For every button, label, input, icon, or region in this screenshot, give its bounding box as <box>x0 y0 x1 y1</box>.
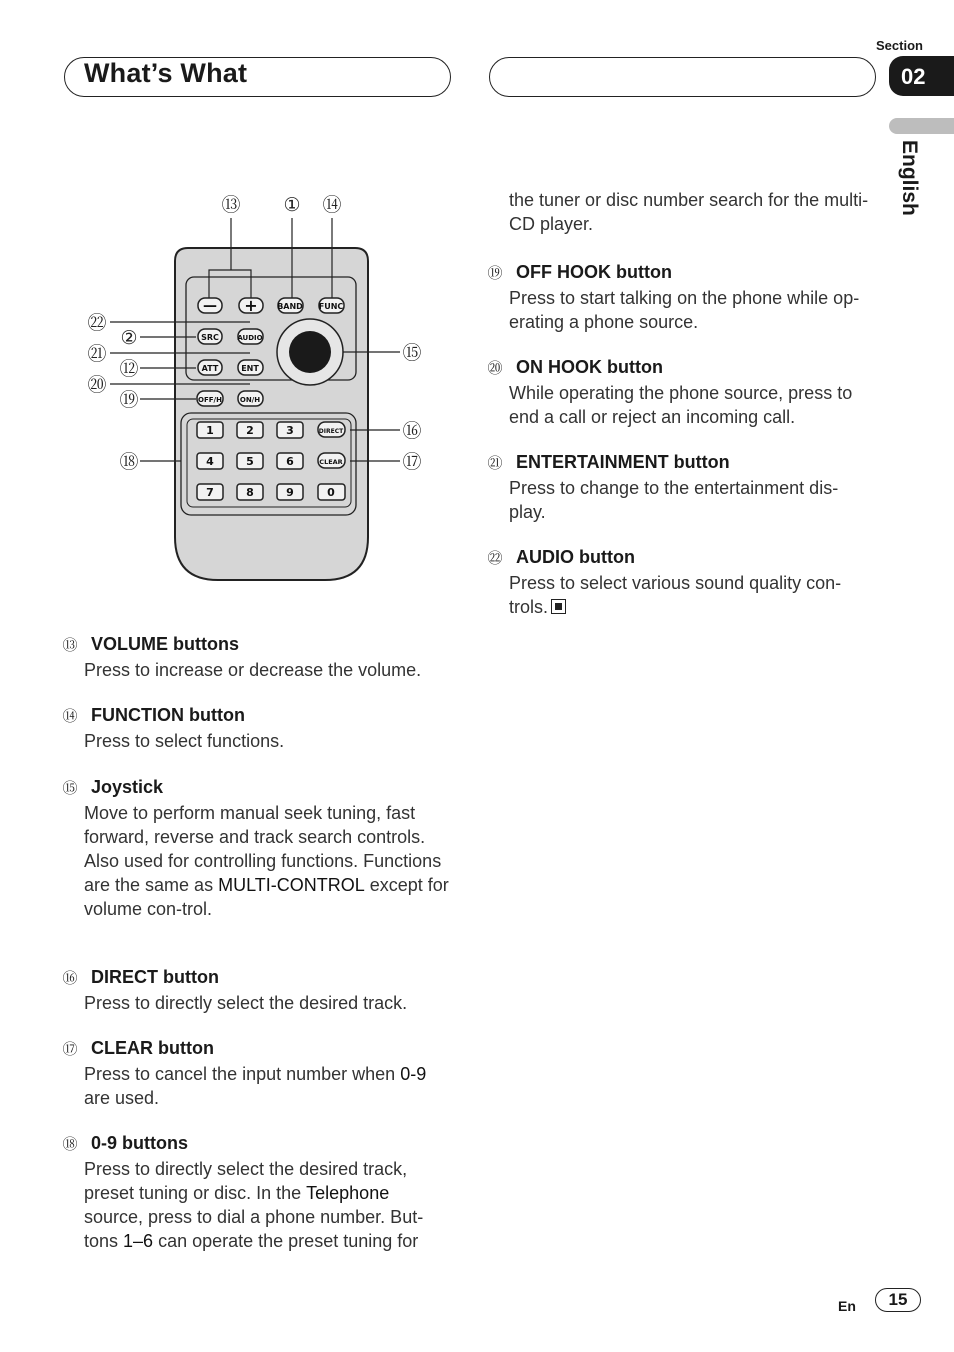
item-volume-number: ⑬ <box>62 637 78 654</box>
item-direct <box>62 965 454 1015</box>
callout-1: ① <box>283 194 301 216</box>
item-volume <box>62 632 454 682</box>
item-function-body: Press to select functions. <box>84 731 285 751</box>
item-entertainment-number: ㉑ <box>487 455 503 472</box>
section-number: 02 <box>889 56 954 96</box>
item-joystick-title: Joystick <box>91 777 164 797</box>
audio-button: AUDIO <box>237 334 263 342</box>
key-8: 8 <box>246 486 254 499</box>
item-joystick-body: Move to perform manual seek tuning, fast forward, reverse and track search controls. Also used for controlling functions. Functions are the same as <box>84 803 442 895</box>
section-label: Section <box>876 38 923 53</box>
callout-19: ⑲ <box>119 389 139 411</box>
key-1: 1 <box>206 424 214 437</box>
language-tab: English <box>898 140 921 216</box>
item-number-keys-body-end: can operate the preset tuning for <box>153 1231 419 1251</box>
item-clear <box>62 1036 454 1110</box>
item-entertainment-title: ENTERTAINMENT button <box>516 452 730 472</box>
end-mark-icon <box>551 599 566 614</box>
callout-17: ⑰ <box>402 451 422 473</box>
item-joystick-body-end: except for volume con-trol. <box>84 875 449 919</box>
item-entertainment-body: Press to change to the entertainment dis-play. <box>509 478 839 522</box>
item-number-keys-title: 0-9 buttons <box>91 1133 188 1153</box>
item-joystick-bold: MULTI-CONTROL <box>218 875 365 895</box>
item-number-keys <box>62 1131 446 1253</box>
continuation-text: the tuner or disc number search for the multi-CD player. <box>509 190 869 234</box>
band-button: BAND <box>277 302 303 311</box>
item-on-hook-number: ⑳ <box>487 360 503 377</box>
item-clear-bold: 0-9 <box>400 1064 427 1084</box>
item-audio-title: AUDIO button <box>516 547 635 567</box>
item-clear-number: ⑰ <box>62 1041 78 1058</box>
item-direct-title: DIRECT button <box>91 967 219 987</box>
item-volume-title: VOLUME buttons <box>91 634 239 654</box>
direct-button: DIRECT <box>318 428 344 435</box>
header-right-frame <box>489 57 876 97</box>
item-off-hook-body: Press to start talking on the phone while op-erating a phone source. <box>509 288 860 332</box>
language-tab-marker <box>889 118 954 134</box>
page-title: What’s What <box>84 58 248 88</box>
callout-16: ⑯ <box>402 420 422 442</box>
callout-15: ⑮ <box>402 342 422 364</box>
item-off-hook <box>487 260 881 334</box>
item-direct-number: ⑯ <box>62 970 78 987</box>
att-button: ATT <box>201 364 219 373</box>
key-9: 9 <box>286 486 294 499</box>
item-function-number: ⑭ <box>62 708 78 725</box>
key-2: 2 <box>246 424 254 437</box>
page-number: 15 <box>875 1288 921 1312</box>
item-clear-title: CLEAR button <box>91 1038 214 1058</box>
item-on-hook <box>487 355 874 429</box>
key-5: 5 <box>246 455 254 468</box>
item-number-keys-number: ⑱ <box>62 1136 78 1153</box>
item-direct-body: Press to directly select the desired track. <box>84 993 408 1013</box>
callout-21: ㉑ <box>87 343 107 365</box>
item-function-title: FUNCTION button <box>91 705 245 725</box>
item-number-keys-bold-2: 1–6 <box>123 1231 154 1251</box>
item-on-hook-body: While operating the phone source, press to end a call or reject an incoming call. <box>509 383 853 427</box>
item-number-keys-bold: Telephone <box>306 1183 390 1203</box>
item-clear-body: Press to cancel the input number when <box>84 1064 401 1084</box>
callout-22: ㉒ <box>87 312 107 334</box>
item-on-hook-title: ON HOOK button <box>516 357 663 377</box>
footer-language: En <box>838 1298 856 1314</box>
callout-20: ⑳ <box>87 374 107 396</box>
remote-control-diagram <box>60 185 460 595</box>
volume-minus-button: — <box>203 298 217 314</box>
key-3: 3 <box>286 424 294 437</box>
item-function <box>62 703 454 753</box>
src-button: SRC <box>201 333 219 342</box>
item-joystick-number: ⑮ <box>62 780 78 797</box>
callout-13: ⑬ <box>221 194 241 216</box>
clear-button: CLEAR <box>319 458 343 466</box>
item-audio-number: ㉒ <box>487 550 503 567</box>
callout-12: ⑫ <box>119 358 139 380</box>
item-number-keys-body-mid: source, press to dial a phone number. But-tons <box>84 1207 424 1251</box>
item-off-hook-title: OFF HOOK button <box>516 262 672 282</box>
item-audio-body: Press to select various sound quality con-trols. <box>509 573 842 617</box>
off-hook-button: OFF/H <box>198 396 222 404</box>
joystick <box>289 331 331 373</box>
item-off-hook-number: ⑲ <box>487 265 503 282</box>
key-0: 0 <box>327 486 335 499</box>
key-7: 7 <box>206 486 214 499</box>
item-entertainment <box>487 450 864 524</box>
callout-2: ② <box>120 327 138 349</box>
callout-14: ⑭ <box>322 194 342 216</box>
ent-button: ENT <box>241 364 259 373</box>
key-6: 6 <box>286 455 294 468</box>
item-volume-body: Press to increase or decrease the volume. <box>84 660 422 680</box>
volume-plus-button: + <box>244 296 258 315</box>
item-clear-body-end: are used. <box>84 1088 160 1108</box>
func-button: FUNC <box>318 302 344 311</box>
item-audio <box>487 545 864 619</box>
key-4: 4 <box>206 455 214 468</box>
item-joystick <box>62 775 449 921</box>
on-hook-button: ON/H <box>239 396 261 404</box>
callout-18: ⑱ <box>119 451 139 473</box>
item-number-keys-body: Press to directly select the desired track, preset tuning or disc. In the <box>84 1159 408 1203</box>
